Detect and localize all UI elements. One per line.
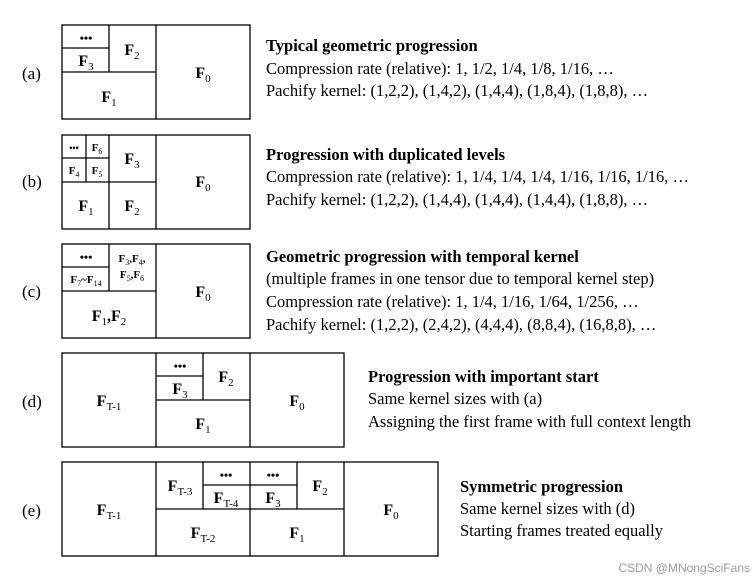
caption-d-line2: Assigning the first frame with full context length bbox=[368, 412, 692, 431]
caption-b bbox=[266, 145, 689, 209]
caption-c-title: Geometric progression with temporal kernel bbox=[266, 247, 579, 266]
frame-ft-1: $F_{T-1}$ bbox=[96, 502, 122, 522]
caption-a-line2: Pachify kernel: (1,2,2), (1,4,2), (1,4,4), (1,8,4), (1,8,8), … bbox=[266, 81, 649, 100]
frame-ft-4: $F_{T-4}$ bbox=[213, 490, 239, 510]
frame-f5-f6: $F_5,F_6$ bbox=[119, 269, 145, 283]
caption-e bbox=[460, 477, 664, 540]
caption-b-line1: Compression rate (relative): 1, 1/4, 1/4, 1/4, 1/16, 1/16, 1/16, … bbox=[266, 167, 689, 186]
frame-f0: $F_0$ bbox=[383, 502, 399, 522]
caption-d bbox=[368, 367, 692, 431]
frame-f6: $F_6$ bbox=[91, 142, 103, 156]
caption-c-line3: Pachify kernel: (1,2,2), (2,4,2), (4,4,4), (8,8,4), (16,8,8), … bbox=[266, 315, 657, 334]
ellipsis-cell-left: ••• bbox=[219, 468, 233, 482]
diagram-a bbox=[62, 25, 250, 119]
frame-f2: $F_2$ bbox=[124, 42, 140, 62]
frame-f2: $F_2$ bbox=[124, 198, 140, 218]
label-c: (c) bbox=[22, 282, 41, 301]
frame-f3: $F_3$ bbox=[124, 151, 140, 171]
frame-ft-1: $F_{T-1}$ bbox=[96, 393, 122, 413]
frame-f1: $F_1$ bbox=[101, 89, 117, 109]
caption-d-title: Progression with important start bbox=[368, 367, 599, 386]
frame-f3: $F_3$ bbox=[265, 490, 281, 510]
caption-e-line2: Starting frames treated equally bbox=[460, 521, 663, 540]
frame-f2: $F_2$ bbox=[312, 478, 328, 498]
caption-c bbox=[266, 247, 656, 334]
frame-f0: $F_0$ bbox=[195, 65, 211, 85]
caption-b-line2: Pachify kernel: (1,2,2), (1,4,4), (1,4,4), (1,4,4), (1,8,8), … bbox=[266, 190, 649, 209]
caption-a-line1: Compression rate (relative): 1, 1/2, 1/4, 1/8, 1/16, … bbox=[266, 59, 614, 78]
frame-f0: $F_0$ bbox=[289, 393, 305, 413]
frame-f3: $F_3$ bbox=[78, 53, 94, 73]
caption-b-title: Progression with duplicated levels bbox=[266, 145, 506, 164]
frame-f1: $F_1$ bbox=[78, 198, 94, 218]
ellipsis-cell: ••• bbox=[69, 143, 79, 153]
frame-f1-f2: $F_1,F_2$ bbox=[91, 308, 127, 328]
frame-f3: $F_3$ bbox=[172, 381, 188, 401]
diagram-c bbox=[62, 244, 250, 338]
ellipsis-cell: ••• bbox=[79, 31, 93, 45]
frame-f0: $F_0$ bbox=[195, 284, 211, 304]
caption-c-line1: (multiple frames in one tensor due to temporal kernel step) bbox=[266, 269, 655, 288]
diagram-e bbox=[62, 462, 438, 556]
frame-f1: $F_1$ bbox=[195, 416, 211, 436]
frame-f3-f4: $F_3,F_4$, bbox=[118, 253, 146, 267]
ellipsis-cell-right: ••• bbox=[266, 468, 280, 482]
label-e: (e) bbox=[22, 501, 41, 520]
frame-f7-f14: $F_7\sim F_{14}$ bbox=[70, 274, 102, 288]
diagram-d bbox=[62, 353, 344, 447]
caption-c-line2: Compression rate (relative): 1, 1/4, 1/16, 1/64, 1/256, … bbox=[266, 292, 639, 311]
caption-a-title: Typical geometric progression bbox=[266, 36, 478, 55]
frame-f1: $F_1$ bbox=[289, 525, 305, 545]
diagram-b bbox=[62, 135, 250, 229]
label-a: (a) bbox=[22, 64, 41, 83]
row-a bbox=[22, 25, 648, 119]
row-c bbox=[22, 244, 656, 338]
frame-f5: $F_5$ bbox=[91, 165, 103, 179]
label-d: (d) bbox=[22, 392, 42, 411]
frame-f4: $F_4$ bbox=[68, 165, 80, 179]
caption-e-line1: Same kernel sizes with (d) bbox=[460, 499, 636, 518]
ellipsis-cell: ••• bbox=[79, 250, 93, 264]
caption-e-title: Symmetric progression bbox=[460, 477, 623, 496]
caption-d-line1: Same kernel sizes with (a) bbox=[368, 389, 543, 408]
frame-f2: $F_2$ bbox=[218, 369, 234, 389]
frame-ft-2: $F_{T-2}$ bbox=[190, 525, 216, 545]
label-b: (b) bbox=[22, 172, 42, 191]
frame-f0: $F_0$ bbox=[195, 174, 211, 194]
watermark-text: CSDN @MNongSciFans bbox=[618, 561, 750, 575]
row-d bbox=[22, 353, 692, 447]
ellipsis-cell: ••• bbox=[173, 359, 187, 373]
row-e bbox=[22, 462, 664, 556]
caption-a bbox=[266, 36, 648, 100]
row-b bbox=[22, 135, 689, 229]
frame-ft-3: $F_{T-3}$ bbox=[167, 478, 193, 498]
